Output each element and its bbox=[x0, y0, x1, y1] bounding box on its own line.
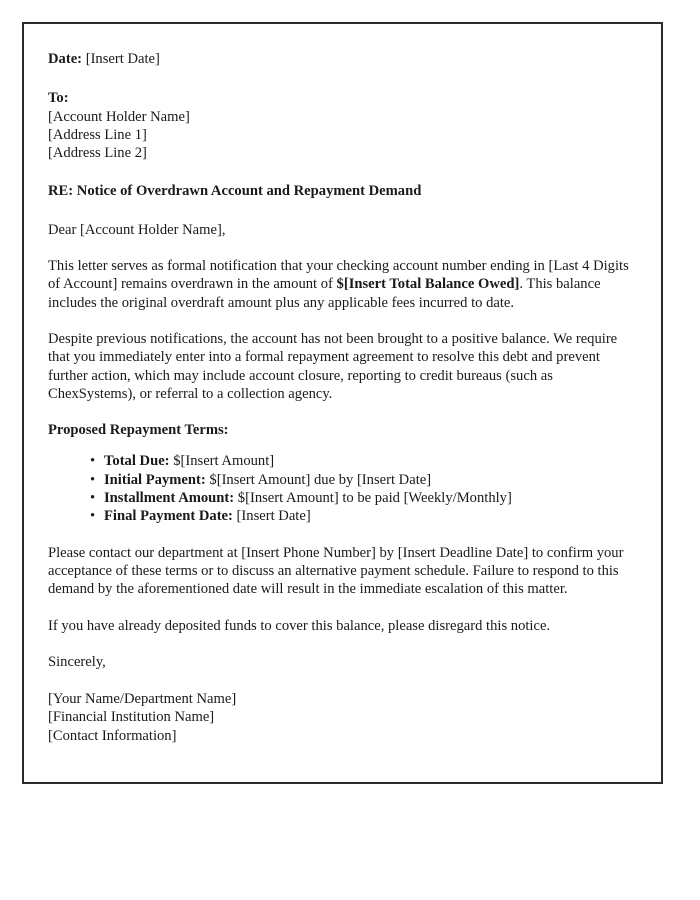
recipient-line-1: [Account Holder Name] bbox=[48, 108, 190, 125]
recipient-line-2: [Address Line 1] bbox=[48, 126, 147, 143]
letter-border-frame bbox=[22, 22, 663, 784]
term-value: $[Insert Amount] bbox=[173, 453, 275, 470]
signature-block bbox=[48, 690, 637, 745]
recipient-address-block bbox=[48, 89, 637, 162]
list-item bbox=[90, 489, 637, 507]
letter-content bbox=[24, 24, 661, 745]
recipient-label: To: bbox=[48, 90, 69, 107]
paragraph-overdraft-notice bbox=[48, 257, 637, 312]
closing-salutation: Sincerely, bbox=[48, 653, 106, 670]
bullet-icon: • bbox=[90, 453, 96, 470]
term-value: $[Insert Amount] to be paid [Weekly/Monthly] bbox=[237, 490, 512, 507]
balance-owed-emphasis: $[Insert Total Balance Owed] bbox=[336, 276, 520, 293]
repayment-terms-heading: Proposed Repayment Terms: bbox=[48, 422, 229, 439]
term-label: Initial Payment: bbox=[104, 471, 206, 488]
paragraph-contact-instructions: Please contact our department at [Insert Phone Number] by [Insert Deadline Date] to confirm your acceptance of these terms or to discuss an alternative payment schedule. Failure to respond to this demand by the aforementioned date will result in the immediate escalation of this matter. bbox=[48, 544, 624, 598]
term-value: [Insert Date] bbox=[236, 508, 311, 525]
date-line bbox=[48, 50, 637, 68]
term-label: Final Payment Date: bbox=[104, 508, 233, 525]
paragraph-repayment-demand: Despite previous notifications, the account has not been brought to a positive balance. We require that you immediately enter into a formal repayment agreement to resolve this debt and prevent further action, which may include account closure, reporting to credit bureaus (such as ChexSystems), or referral to a collection agency. bbox=[48, 330, 618, 402]
subject-line: RE: Notice of Overdrawn Account and Repayment Demand bbox=[48, 183, 422, 200]
paragraph-1-part-2: . This balance includes the original overdraft amount plus any applicable fees incurred to date. bbox=[48, 276, 601, 311]
paragraph-disregard-notice: If you have already deposited funds to cover this balance, please disregard this notice. bbox=[48, 617, 551, 634]
repayment-terms-list bbox=[48, 452, 637, 525]
list-item bbox=[90, 452, 637, 470]
signature-line-3: [Contact Information] bbox=[48, 727, 177, 744]
signature-line-1: [Your Name/Department Name] bbox=[48, 691, 237, 708]
list-item bbox=[90, 507, 637, 525]
date-value: [Insert Date] bbox=[85, 51, 160, 67]
term-label: Total Due: bbox=[104, 453, 170, 470]
bullet-icon: • bbox=[90, 490, 96, 507]
recipient-line-3: [Address Line 2] bbox=[48, 145, 147, 162]
term-value: $[Insert Amount] due by [Insert Date] bbox=[209, 471, 432, 488]
signature-line-2: [Financial Institution Name] bbox=[48, 709, 215, 726]
list-item bbox=[90, 471, 637, 489]
bullet-icon: • bbox=[90, 471, 96, 488]
term-label: Installment Amount: bbox=[104, 490, 235, 507]
paragraph-1-part-1: This letter serves as formal notification that your checking account number ending in [Last 4 Digits of Account] remains overdrawn in the amount of bbox=[48, 258, 629, 293]
salutation: Dear [Account Holder Name], bbox=[48, 221, 226, 238]
date-label: Date: bbox=[48, 51, 83, 67]
bullet-icon: • bbox=[90, 508, 96, 525]
